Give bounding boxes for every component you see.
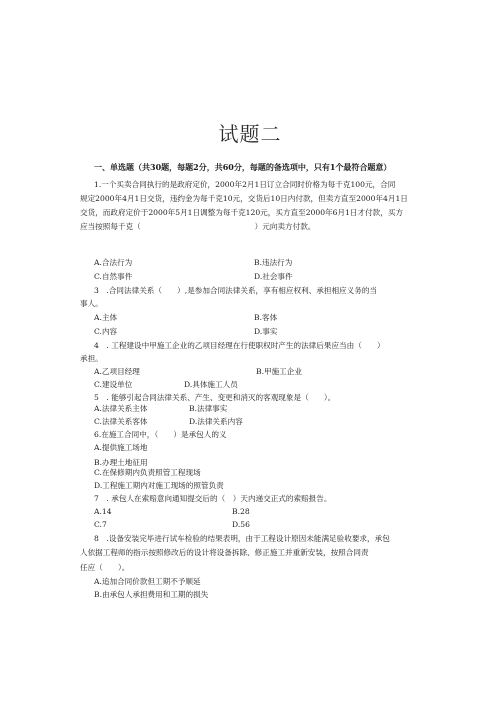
q3-option-a: A.主体 [94,313,118,322]
q6-option-d: D.工程施工期内对施工现场的照管负责 [94,481,224,490]
q8-line-3: 任应（ ）。 [80,563,130,572]
q5-option-c: C.法律关系客体 [94,417,148,426]
q6-option-a: A.提供施工场地 [94,443,148,452]
q3-option-b: B.客体 [254,313,278,322]
q4-line-1: 4 . 工程建设中甲施工企业的乙项目经理在行使职权时产生的法律后果应当由（ ） [94,341,385,350]
q1-line-4: 应当按照每千克（ ）元向卖方付款。 [80,222,316,231]
q1-line-2: 规定2000年4月1日交货，违约金为每千克10元，交货后10日内付款，但卖方直至2000年4月1日 [80,194,408,203]
q1-option-a: A.合法行为 [94,258,133,267]
q7-line: 7 . 承包人在索赔意向通知提交后的（ ）天内递交正式的索赔报告。 [94,494,332,503]
q6-option-c: C.在保修期内负责照管工程现场 [94,468,201,477]
q1-option-d: D.社会事件 [254,272,293,281]
q4-option-a: A.乙项目经理 [94,367,140,376]
q4-line-2: 承担。 [80,354,103,363]
q7-option-c: C.7 [94,520,107,529]
q8-line-2: 人依据工程师的指示按照修改后的设计将设备拆除、修正施工并重新安装，按照合同责 [80,548,369,557]
q1-line-3: 交货，而政府定价于2000年5月1日调整为每千克120元，买方直至2000年6月1日才付款，买方 [80,208,404,217]
q3-line-2: 事人。 [80,299,103,308]
q1-option-b: B.违法行为 [254,258,293,267]
q5-option-a: A.法律关系主体 [94,404,148,413]
q3-line-1: 3 .合同法律关系（ ）,是参加合同法律关系，享有相应权利、承担相应义务的当 [94,286,378,295]
q6-option-b: B.办理土地征用 [94,458,148,467]
q4-option-d: D.具体施工人员 [184,380,238,389]
q7-option-b: B.28 [232,507,250,516]
q5-option-b: B.法律事实 [189,404,228,413]
q4-option-c: C.建设单位 [94,380,133,389]
q6-line: 6.在施工合同中，（ ）是承包人的义 [94,430,227,439]
q4-option-b: B.甲施工企业 [256,367,302,376]
section-heading: 一、单选题（共30题，每题2分，共60分，每题的备选项中，只有1个最符合题意） [94,162,392,172]
q3-option-c: C.内容 [94,327,118,336]
q8-option-b: B.由承包人承担费用和工期的损失 [94,590,209,599]
q7-option-d: D.56 [232,520,250,529]
page-title: 试题二 [218,122,282,146]
q8-line-1: 8 .设备安装完毕进行试车检验的结果表明，由于工程设计原因未能满足验收要求，承包 [94,534,390,543]
q1-option-c: C.自然事件 [94,272,133,281]
q3-option-d: D.事实 [254,327,278,336]
q7-option-a: A.14 [94,507,112,516]
q5-line: 5 . 能够引起合同法律关系、产生、变更和消灭的客观现象是（ ）。 [94,393,336,402]
q5-option-d: D.法律关系内容 [189,417,243,426]
q8-option-a: A.追加合同价款但工期不予顺延 [94,577,201,586]
q1-line-1: 1.一个买卖合同执行的是政府定价，2000年2月1日订立合同时价格为每千克100元，合同 [94,180,396,189]
